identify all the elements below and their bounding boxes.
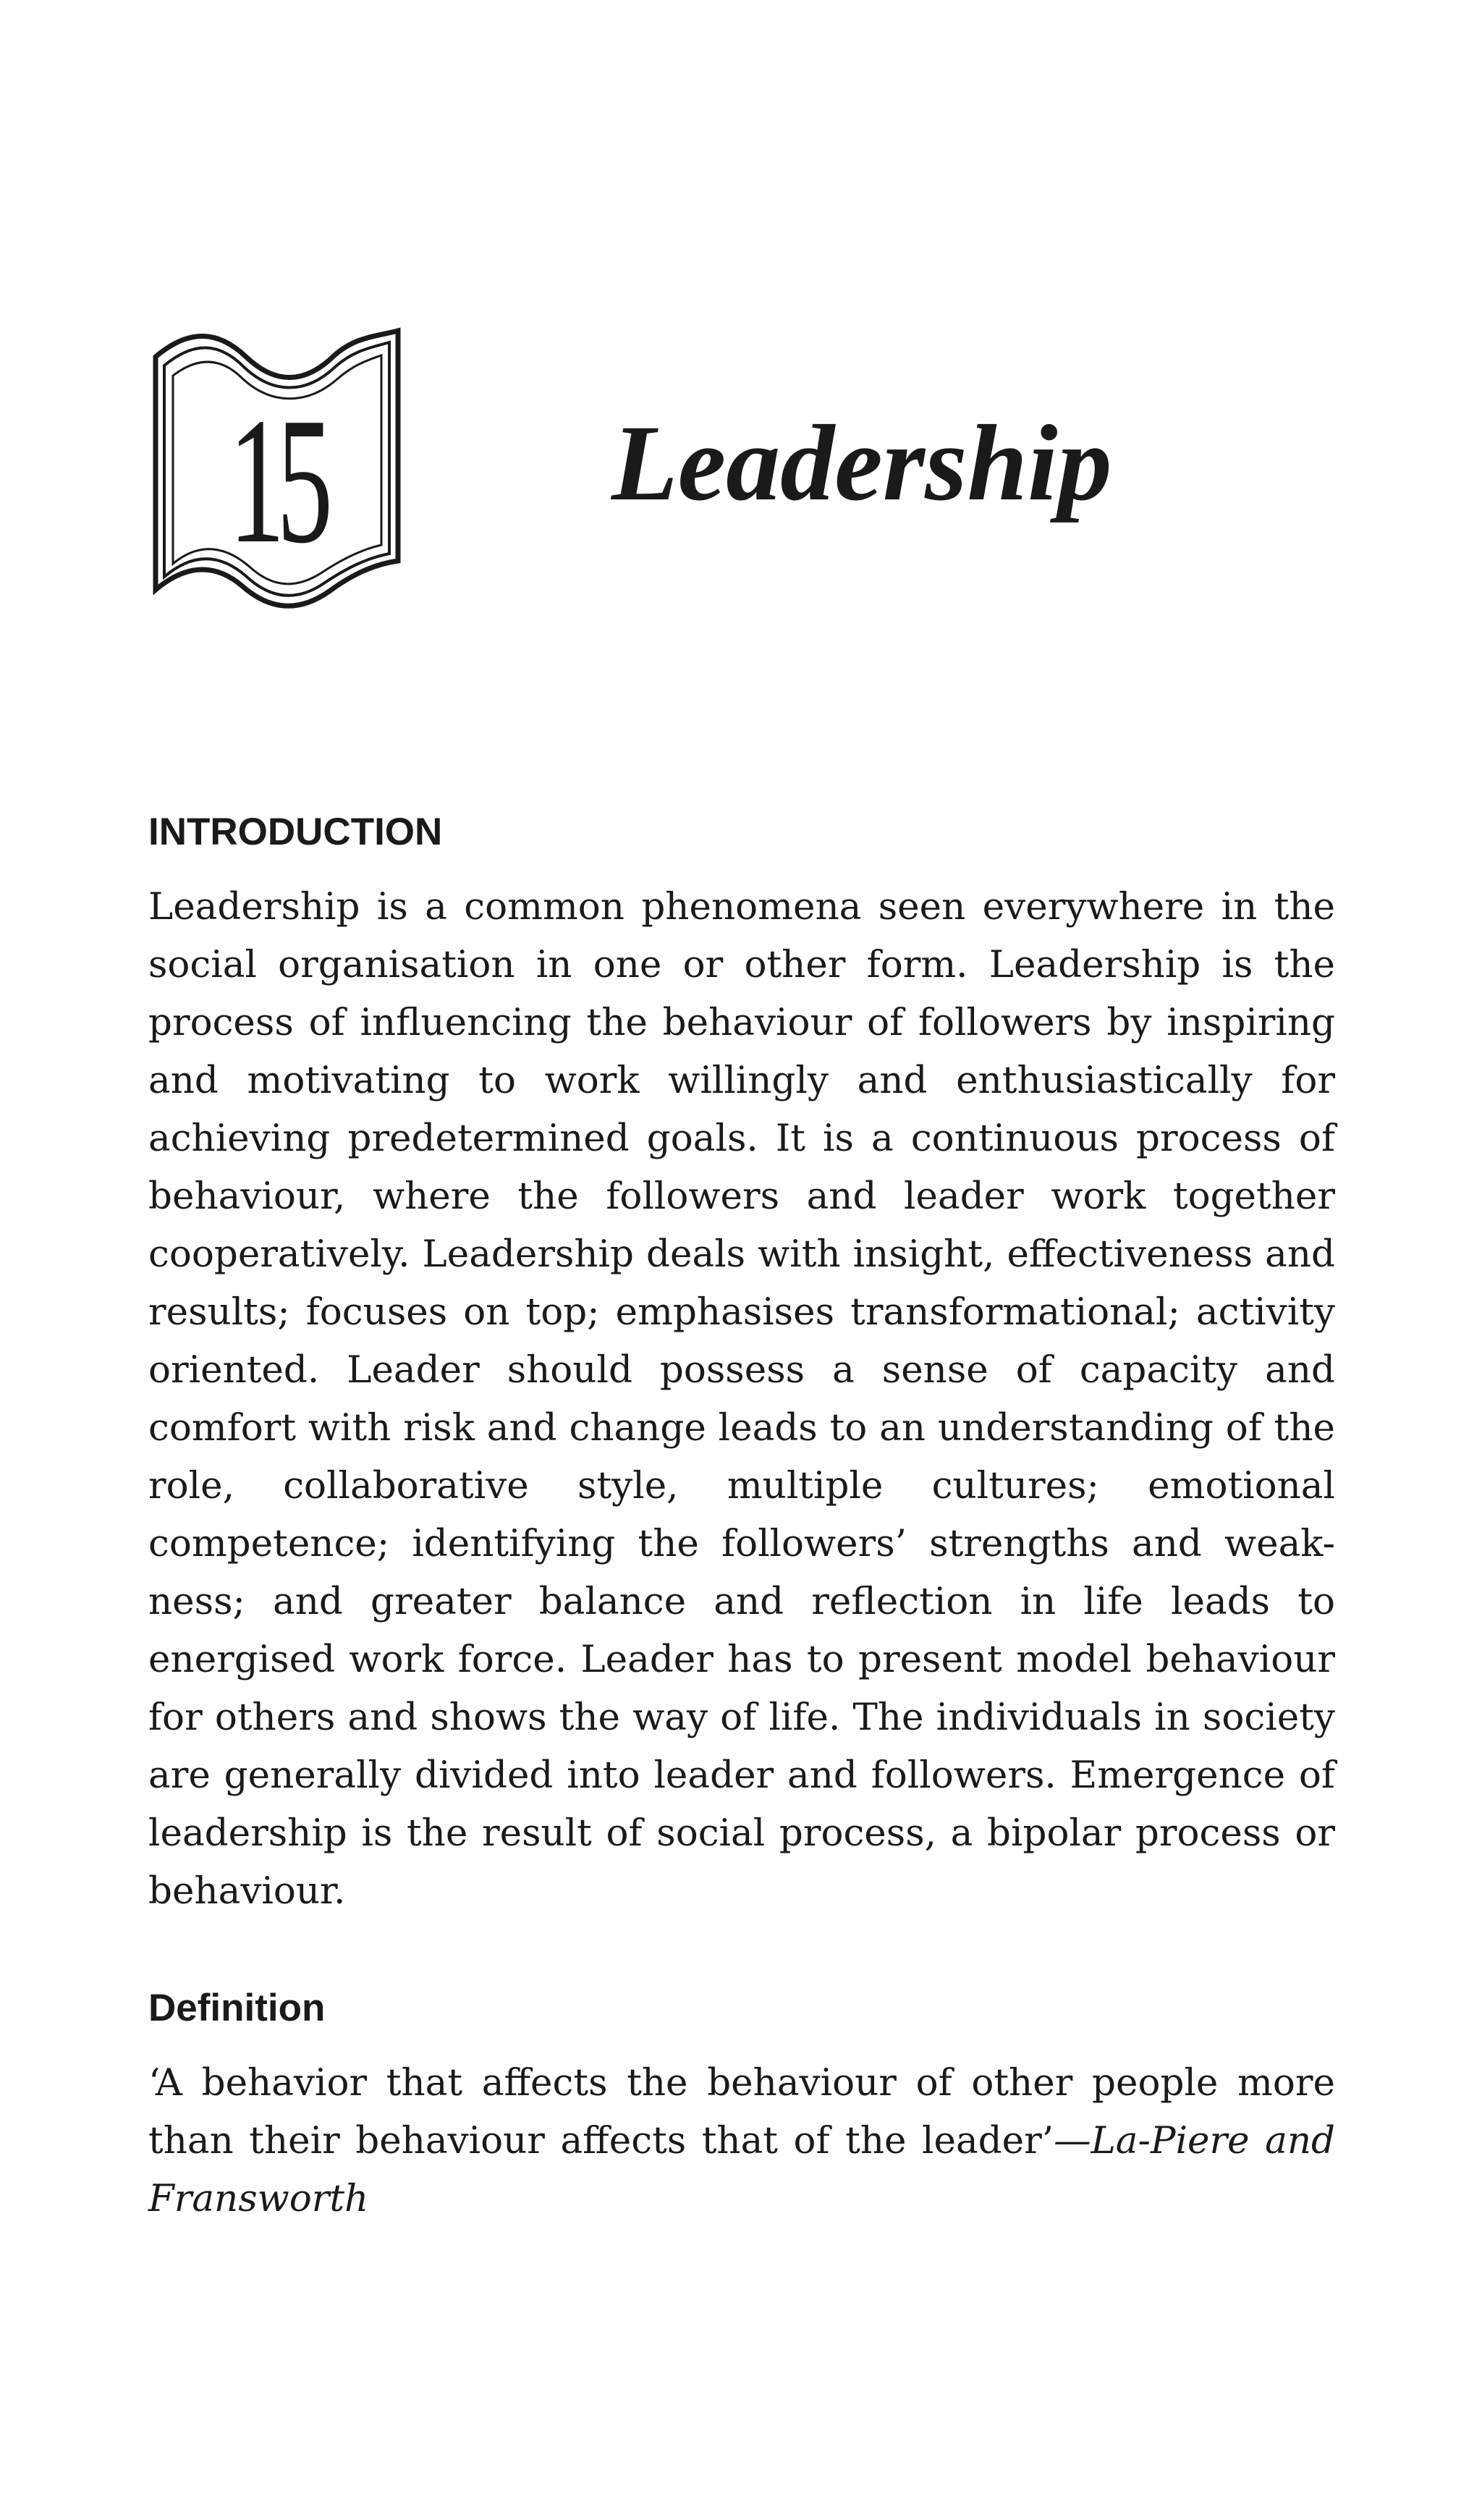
introduction-paragraph: Leadership is a common phenomena seen everywhere in the social organisation in one or other form. Leadership is the process of influencing the behaviour of followers by inspiring and motivating to work willingly and enthusiastically for achieving predetermined goals. It is a continuous process of behaviour, where the followers and leader work together cooperatively. Leadership deals with insight, effectiveness and results; focuses on top; emphasises transformational; activity oriented. Leader should possess a sense of capacity and comfort with risk and change leads to an understanding of the role, collaborative style, multiple cultures; emotional competence; identifying the followers’ strengths and weak-ness; and greater balance and reflection in life leads to energised work force. Leader has to present model behaviour for others and shows the way of life. The individuals in society are generally divided into leader and followers. Emergence of leadership is the result of social process, a bipolar process or behaviour. <box>148 885 1335 1913</box>
chapter-title: Leadership <box>611 403 1112 523</box>
chapter-number: 15 <box>229 381 325 581</box>
definition-paragraph <box>148 2054 1335 2228</box>
definition-quote: ‘A behavior that affects the behaviour of other people more than their behaviour affects that of the leader’ <box>148 2061 1335 2162</box>
section-heading-definition: Definition <box>148 1987 326 2029</box>
definition-attribution: —La-Piere and Fransworth <box>148 2119 1335 2220</box>
section-heading-introduction: INTRODUCTION <box>148 811 443 853</box>
chapter-number-badge <box>148 322 405 619</box>
